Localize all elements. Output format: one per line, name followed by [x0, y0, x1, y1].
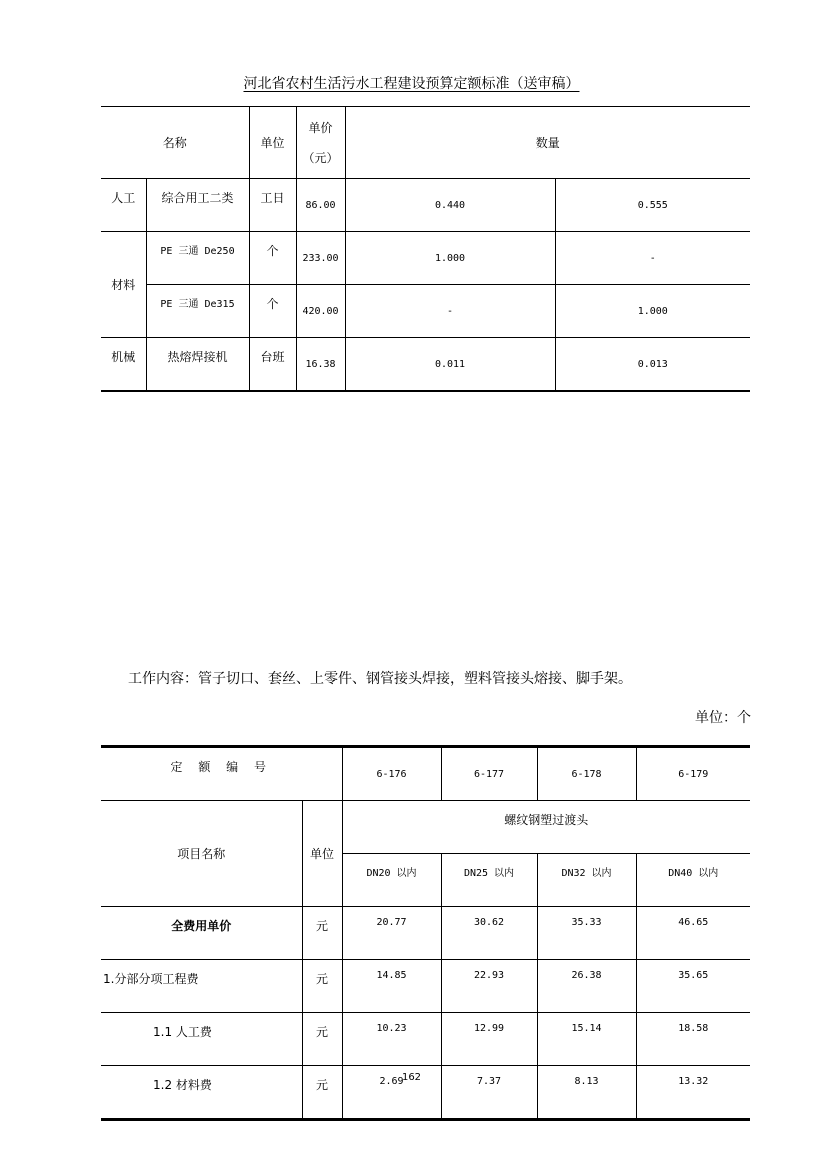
row-price: 16.38: [296, 338, 345, 392]
row-value: 26.38: [537, 960, 636, 1013]
row-value: 35.65: [636, 960, 750, 1013]
row-category: 机械: [101, 338, 146, 392]
row-name: 1.分部分项工程费: [101, 960, 302, 1013]
spec: DN32 以内: [537, 854, 636, 907]
item-name-label: 项目名称: [101, 801, 302, 907]
table-row: [101, 907, 750, 960]
row-value: 30.62: [441, 907, 537, 960]
row-unit: 个: [249, 232, 296, 285]
table-row: [101, 960, 750, 1013]
unit-note: 单位：个: [695, 710, 751, 726]
row-quantity-2: 0.555: [555, 179, 750, 232]
row-unit: 个: [249, 285, 296, 338]
row-quantity-1: 0.011: [345, 338, 555, 392]
row-name: 综合用工二类: [146, 179, 249, 232]
row-value: 18.58: [636, 1013, 750, 1066]
quota-table: [101, 745, 750, 1121]
row-unit: 元: [302, 1066, 342, 1120]
row-value: 20.77: [342, 907, 441, 960]
row-quantity-2: 1.000: [555, 285, 750, 338]
row-name: PE 三通 De315: [146, 285, 249, 338]
row-value: 7.37: [441, 1066, 537, 1120]
row-unit: 元: [302, 1013, 342, 1066]
table-row: [101, 1013, 750, 1066]
header-unit: 单位: [249, 107, 296, 179]
row-price: 86.00: [296, 179, 345, 232]
spec: DN25 以内: [441, 854, 537, 907]
quota-code: 6-177: [441, 747, 537, 801]
table-row: [101, 338, 750, 392]
row-value: 10.23: [342, 1013, 441, 1066]
row-value: 14.85: [342, 960, 441, 1013]
row-value: 35.33: [537, 907, 636, 960]
row-quantity-1: -: [345, 285, 555, 338]
row-name: PE 三通 De250: [146, 232, 249, 285]
row-unit: 台班: [249, 338, 296, 392]
work-content: 工作内容：管子切口、套丝、上零件、钢管接头焊接，塑料管接头熔接、脚手架。: [128, 671, 632, 687]
row-name: 全费用单价: [101, 907, 302, 960]
header-quantity: 数量: [345, 107, 750, 179]
row-quantity-1: 0.440: [345, 179, 555, 232]
row-value: 12.99: [441, 1013, 537, 1066]
row-price: 233.00: [296, 232, 345, 285]
table-row: [101, 285, 750, 338]
row-name: 热熔焊接机: [146, 338, 249, 392]
quota-code: 6-179: [636, 747, 750, 801]
table-header-row: [101, 107, 750, 179]
row-unit: 元: [302, 907, 342, 960]
row-unit: 元: [302, 960, 342, 1013]
row-quantity-1: 1.000: [345, 232, 555, 285]
row-value: 15.14: [537, 1013, 636, 1066]
row-value: 8.13: [537, 1066, 636, 1120]
row-category: 材料: [101, 232, 146, 338]
spec: DN20 以内: [342, 854, 441, 907]
header-name: 名称: [101, 107, 249, 179]
quota-code: 6-176: [342, 747, 441, 801]
group-title-row: [101, 801, 750, 854]
row-name: 1.2 材料费: [101, 1066, 302, 1120]
unit-label: 单位: [302, 801, 342, 907]
row-value: 2.69: [342, 1066, 441, 1120]
quota-label: 定 额 编 号: [101, 747, 342, 801]
row-value: 46.65: [636, 907, 750, 960]
table-row: [101, 232, 750, 285]
row-quantity-2: -: [555, 232, 750, 285]
row-category: 人工: [101, 179, 146, 232]
header-price: 单价 （元）: [296, 107, 345, 179]
row-price: 420.00: [296, 285, 345, 338]
row-quantity-2: 0.013: [555, 338, 750, 392]
document-title: 河北省农村生活污水工程建设预算定额标准（送审稿）: [243, 76, 580, 92]
quota-code-row: [101, 747, 750, 801]
materials-quantity-table: [101, 106, 750, 392]
table-row: [101, 179, 750, 232]
row-unit: 工日: [249, 179, 296, 232]
row-value: 22.93: [441, 960, 537, 1013]
row-value: 13.32: [636, 1066, 750, 1120]
quota-code: 6-178: [537, 747, 636, 801]
spec: DN40 以内: [636, 854, 750, 907]
row-name: 1.1 人工费: [101, 1013, 302, 1066]
page-number: 162: [401, 1072, 422, 1083]
group-title: 螺纹钢塑过渡头: [342, 801, 750, 854]
